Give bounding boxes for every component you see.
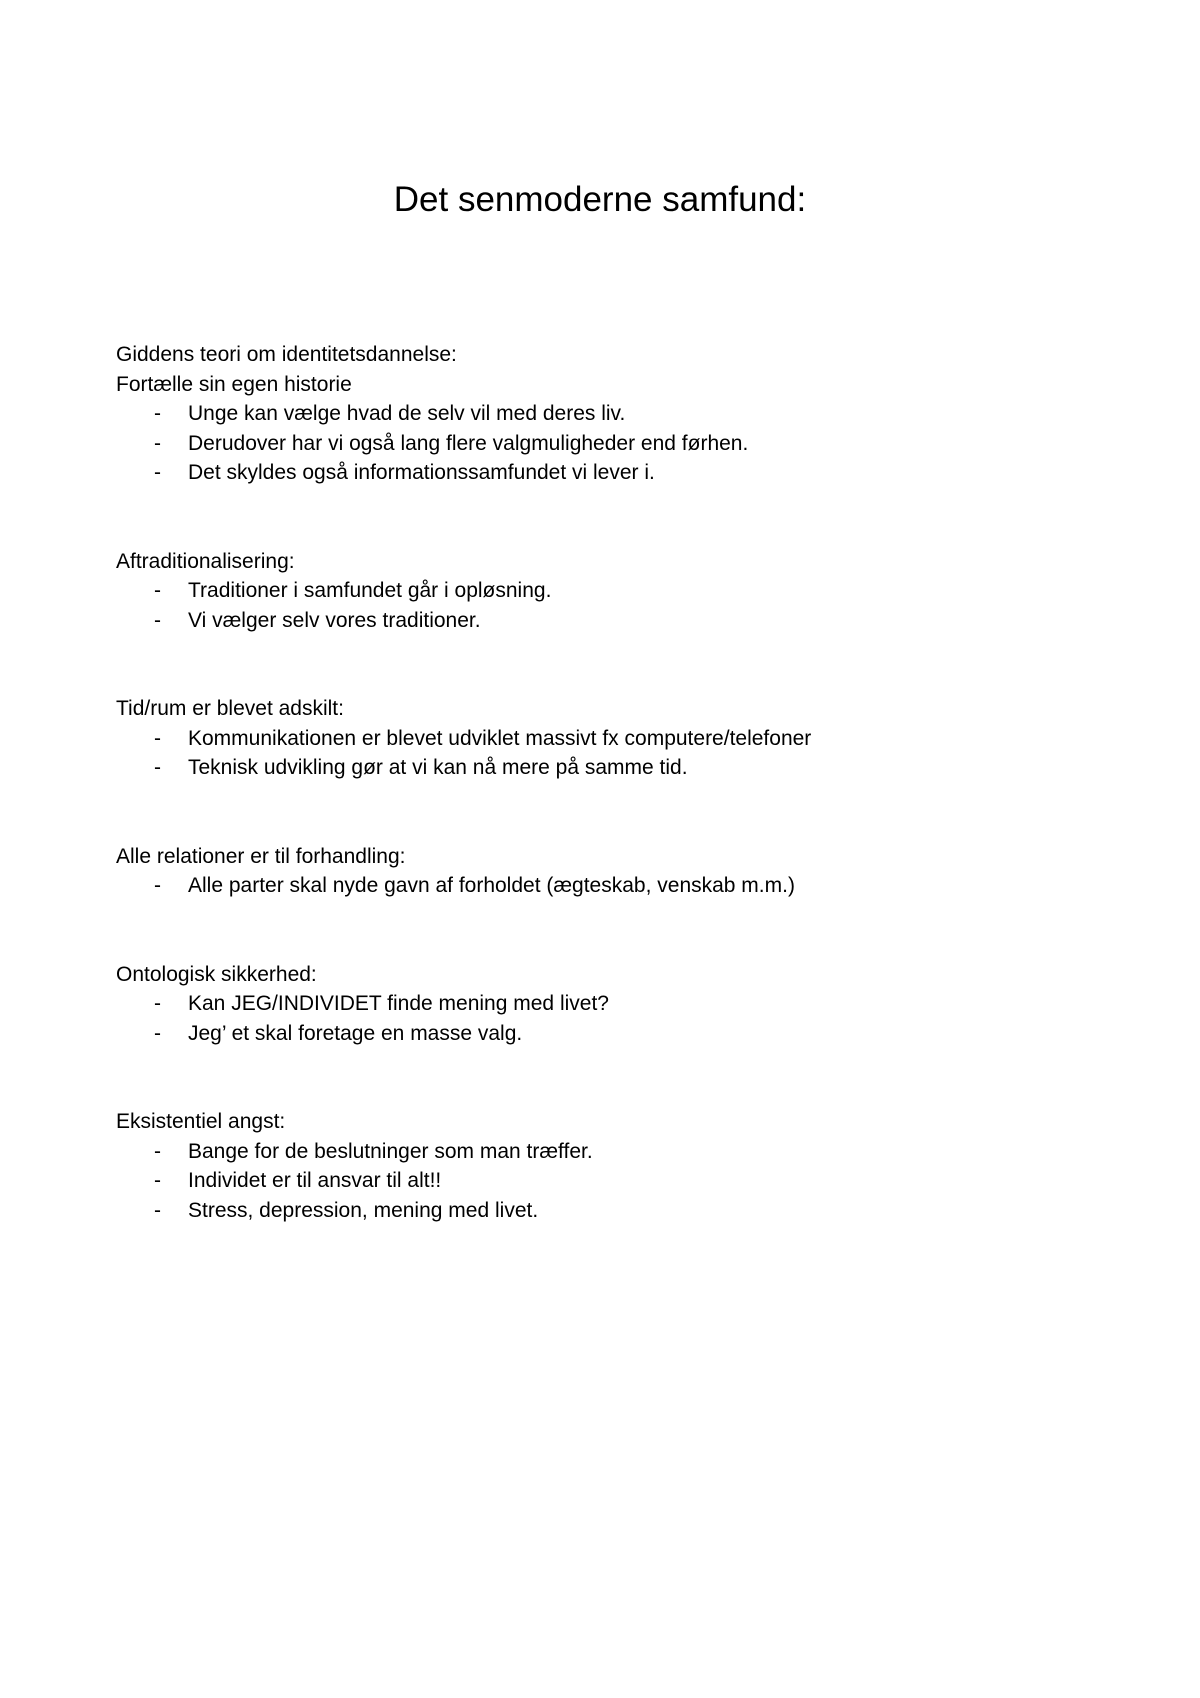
list-item: [116, 606, 1116, 636]
list-item-text: Unge kan vælge hvad de selv vil med deres liv.: [188, 402, 626, 425]
list-item-text: Teknisk udvikling gør at vi kan nå mere på samme tid.: [188, 756, 688, 779]
section-subheading: Fortælle sin egen historie: [116, 372, 352, 396]
section-heading: Aftraditionalisering:: [116, 549, 295, 573]
list-item: [116, 399, 1116, 429]
bullet-dash: -: [154, 874, 161, 897]
section-aftraditionalisering: [116, 547, 1116, 636]
bullet-dash: -: [154, 726, 161, 750]
section-heading: Ontologisk sikkerhed:: [116, 962, 317, 986]
list-item-text: Vi vælger selv vores traditioner.: [188, 608, 481, 632]
list-item: [116, 1137, 1116, 1167]
list-item: [116, 753, 1116, 783]
list-item-text: Jeg’ et skal foretage en masse valg.: [188, 1021, 523, 1045]
list-item: [116, 1166, 1116, 1196]
bullet-dash: -: [154, 579, 161, 602]
document-body: [116, 340, 1116, 1284]
list-item: [116, 871, 1116, 901]
bullet-list: [116, 724, 1116, 783]
list-item: [116, 458, 1116, 488]
bullet-list: [116, 989, 1116, 1048]
bullet-list: [116, 399, 1116, 488]
list-item-text: Derudover har vi også lang flere valgmuligheder end førhen.: [188, 431, 749, 455]
list-item: [116, 1196, 1116, 1226]
list-item-text: Bange for de beslutninger som man træffer.: [188, 1139, 593, 1163]
section-relationer: [116, 842, 1116, 901]
list-item-text: Alle parter skal nyde gavn af forholdet (ægteskab, venskab m.m.): [188, 874, 795, 897]
bullet-dash: -: [154, 431, 161, 455]
bullet-dash: -: [154, 1021, 161, 1045]
list-item: [116, 989, 1116, 1019]
bullet-dash: -: [154, 461, 161, 484]
bullet-dash: -: [154, 992, 161, 1015]
list-item: [116, 429, 1116, 459]
list-item-text: Individet er til ansvar til alt!!: [188, 1169, 442, 1192]
bullet-list: [116, 1137, 1116, 1226]
bullet-dash: -: [154, 1198, 161, 1222]
list-item: [116, 724, 1116, 754]
section-heading: Giddens teori om identitetsdannelse:: [116, 343, 457, 366]
bullet-dash: -: [154, 756, 161, 779]
list-item: [116, 1019, 1116, 1049]
bullet-dash: -: [154, 1169, 161, 1192]
list-item-text: Kommunikationen er blevet udviklet massivt fx computere/telefoner: [188, 726, 812, 750]
page-title: Det senmoderne samfund:: [393, 180, 807, 219]
list-item-text: Kan JEG/INDIVIDET finde mening med livet?: [188, 992, 609, 1015]
bullet-dash: -: [154, 402, 161, 425]
section-heading: Eksistentiel angst:: [116, 1110, 286, 1133]
list-item-text: Stress, depression, mening med livet.: [188, 1198, 539, 1222]
section-ontologisk: [116, 960, 1116, 1049]
bullet-dash: -: [154, 1139, 161, 1163]
section-tid-rum: [116, 694, 1116, 783]
bullet-list: [116, 576, 1116, 635]
list-item-text: Traditioner i samfundet går i opløsning.: [188, 579, 552, 602]
list-item-text: Det skyldes også informationssamfundet vi lever i.: [188, 461, 655, 484]
bullet-dash: -: [154, 608, 161, 632]
section-giddens: [116, 340, 1116, 488]
section-eksistentiel: [116, 1107, 1116, 1225]
list-item: [116, 576, 1116, 606]
bullet-list: [116, 871, 1116, 901]
section-heading: Alle relationer er til forhandling:: [116, 844, 406, 868]
section-heading: Tid/rum er blevet adskilt:: [116, 697, 344, 720]
